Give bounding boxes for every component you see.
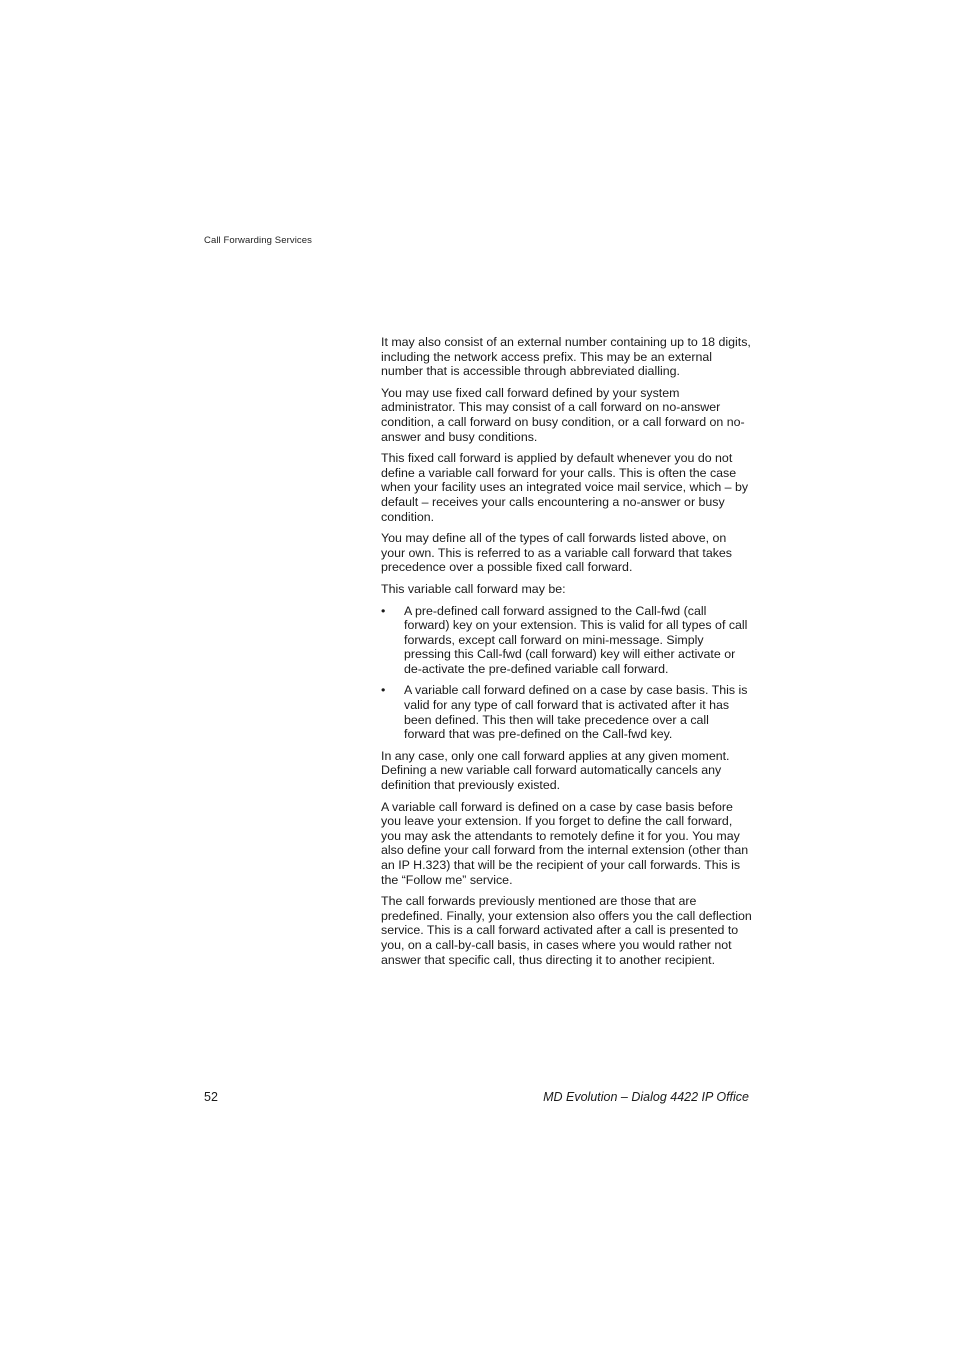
paragraph-call-deflection: The call forwards previously mentioned are those that are predefined. Finally, your extension also offers you the call deflection service. This is a call forward activated after a call is presented to you, on a call-by-call basis, in cases where you would rather not answer that specific call, thus directing it to another recipient. — [381, 894, 752, 967]
paragraph-fixed-call-forward: You may use fixed call forward defined by your system administrator. This may consist of a call forward on no-answer condition, a call forward on busy condition, or a call forward on no-answer and busy conditions. — [381, 385, 745, 444]
paragraph-one-call-forward: In any case, only one call forward applies at any given moment. Defining a new variable call forward automatically cancels any definition that previously existed. — [381, 748, 730, 793]
paragraph-follow-me: A variable call forward is defined on a case by case basis before you leave your extension. If you forget to define the call forward, you may ask the attendants to remotely define it for you. You may also define your call forward from the internal extension (other than an IP H.323) that will be the recipient of your call forwards. This is the “Follow me” service. — [381, 799, 749, 887]
body-text — [381, 335, 753, 974]
list-item-text: A pre-defined call forward assigned to the Call-fwd (call forward) key on your extension. This is valid for all types of call forwards, except call forward on mini-message. Simply pressing this Call-fwd (call forward) key will either activate or de-activate the pre-defined variable call forward. — [404, 603, 748, 676]
list-item-text: A variable call forward defined on a case by case basis. This is valid for any type of call forward that is activated after it has been defined. This then will take precedence over a call forward that was pre-defined on the Call-fwd key. — [404, 683, 748, 742]
list-item — [381, 604, 753, 677]
running-header: Call Forwarding Services — [204, 235, 312, 246]
document-title: MD Evolution – Dialog 4422 IP Office — [543, 1090, 749, 1104]
paragraph-variable-call-forward: You may define all of the types of call forwards listed above, on your own. This is referred to as a variable call forward that takes precedence over a possible fixed call forward. — [381, 531, 732, 575]
paragraph-external-number: It may also consist of an external number containing up to 18 digits, including the network access prefix. This may be an external number that is accessible through abbreviated dialling. — [381, 335, 751, 379]
paragraph-default-behaviour: This fixed call forward is applied by default whenever you do not define a variable call forward for your calls. This is often the case when your facility uses an integrated voice mail service, which – by default – receives your calls encountering a no-answer or busy condition. — [381, 451, 749, 524]
bullet-icon: • — [381, 683, 386, 698]
bullet-icon: • — [381, 603, 386, 618]
page-number: 52 — [204, 1090, 218, 1104]
list-item — [381, 683, 753, 741]
bullet-list — [381, 604, 753, 742]
paragraph-list-intro: This variable call forward may be: — [381, 581, 566, 596]
